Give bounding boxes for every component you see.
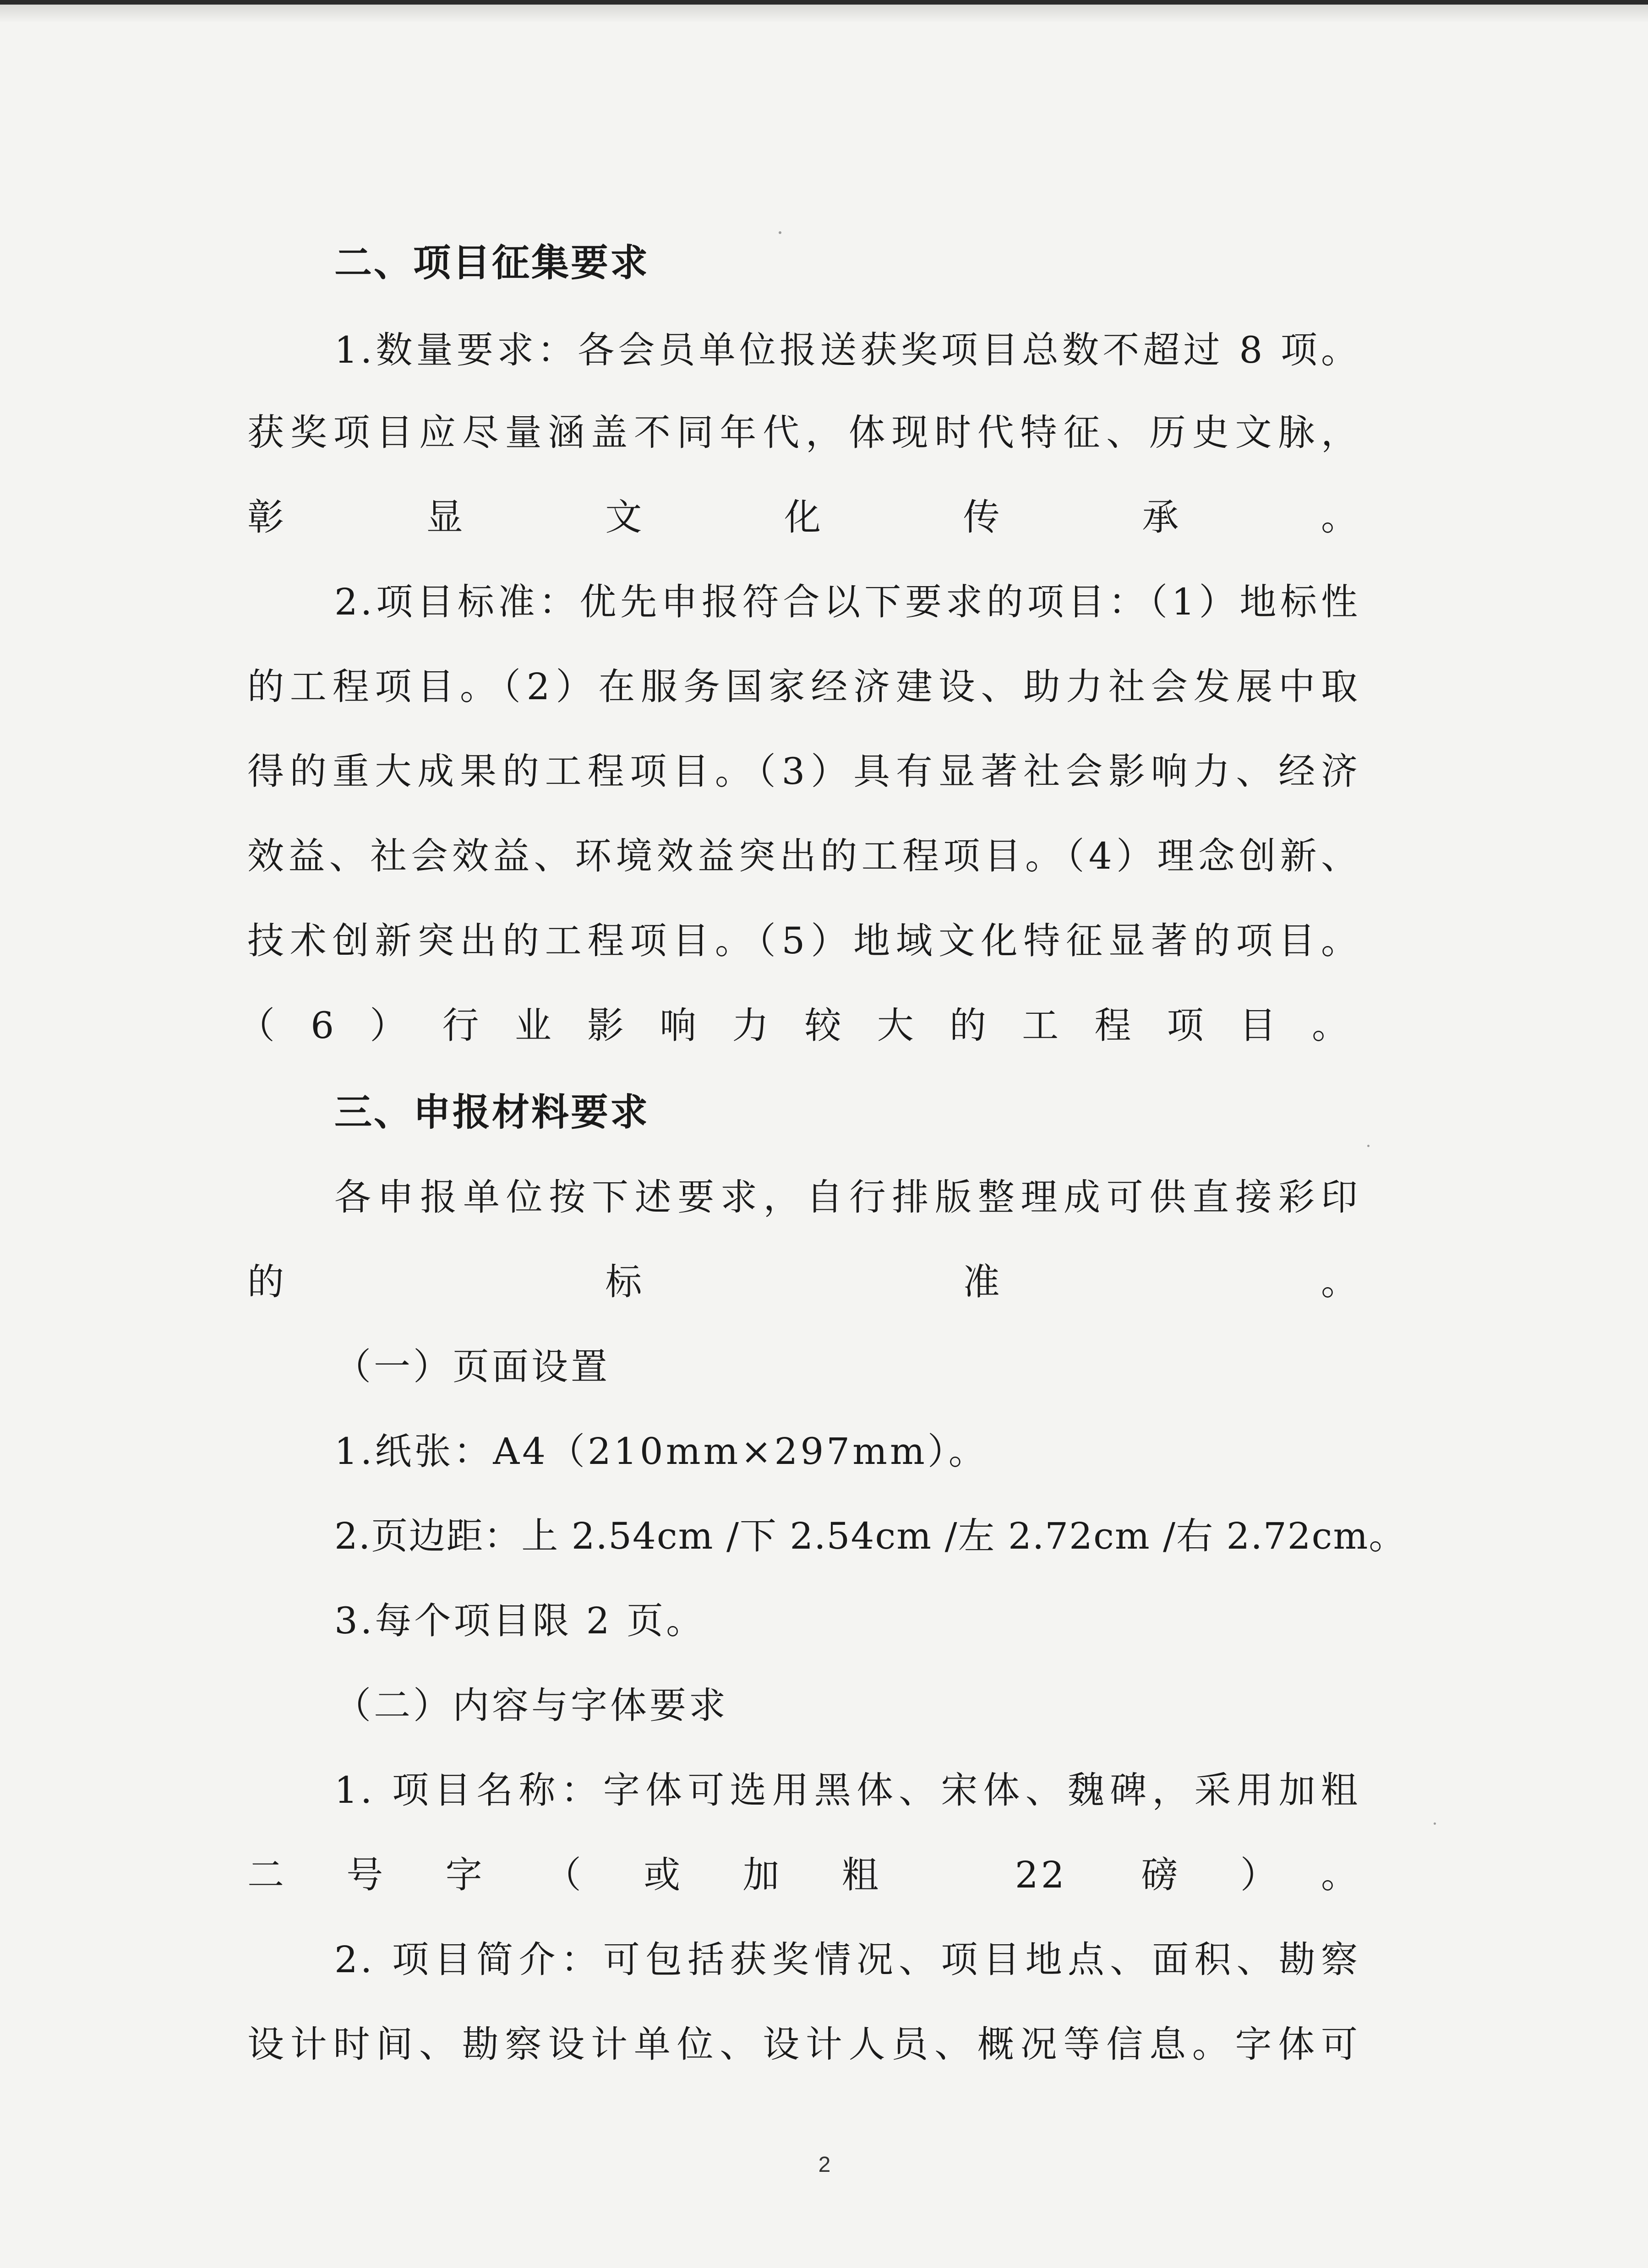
paragraph-line: 1. 项目名称：字体可选用黑体、宋体、魏碑，采用加粗 xyxy=(334,1769,1360,1811)
paragraph-line: 二号字（或加粗 22 磅）。 xyxy=(247,1854,1360,1896)
paragraph-line: 技术创新突出的工程项目。（5）地域文化特征显著的项目。 xyxy=(247,919,1360,962)
section-heading: 二、项目征集要求 xyxy=(334,241,650,285)
scan-speck xyxy=(1367,1145,1370,1147)
scan-top-shadow xyxy=(0,5,1648,23)
section-heading: 三、申报材料要求 xyxy=(334,1091,650,1134)
subsection-title: （一）页面设置 xyxy=(334,1345,610,1388)
subsection-title: （二）内容与字体要求 xyxy=(334,1684,728,1727)
paragraph-line: 的工程项目。（2）在服务国家经济建设、助力社会发展中取 xyxy=(247,665,1360,708)
paragraph-line: 2.项目标准：优先申报符合以下要求的项目：（1）地标性 xyxy=(334,581,1360,623)
paragraph-line: 彰显文化传承。 xyxy=(247,496,1360,538)
paragraph-line: （6）行业影响力较大的工程项目。 xyxy=(238,1004,1351,1047)
page-number: 2 xyxy=(818,2153,831,2177)
scan-speck xyxy=(1434,1822,1436,1825)
paragraph-line: 获奖项目应尽量涵盖不同年代，体现时代特征、历史文脉， xyxy=(247,411,1360,454)
paragraph-line: 设计时间、勘察设计单位、设计人员、概况等信息。字体可 xyxy=(247,2023,1360,2066)
paragraph-line: 2. 项目简介：可包括获奖情况、项目地点、面积、勘察 xyxy=(334,1938,1360,1981)
list-item: 1.纸张：A4（210mm×297mm）。 xyxy=(334,1430,988,1473)
scan-speck xyxy=(779,231,781,234)
paragraph-line: 1.数量要求：各会员单位报送获奖项目总数不超过 8 项。 xyxy=(334,329,1360,371)
list-item: 3.每个项目限 2 页。 xyxy=(334,1599,706,1642)
scan-top-edge xyxy=(0,0,1648,5)
paragraph-line: 得的重大成果的工程项目。（3）具有显著社会影响力、经济 xyxy=(247,750,1360,793)
paragraph-line: 的标准。 xyxy=(247,1261,1360,1303)
paragraph-line: 效益、社会效益、环境效益突出的工程项目。（4）理念创新、 xyxy=(247,835,1360,877)
paragraph-line: 各申报单位按下述要求，自行排版整理成可供直接彩印 xyxy=(334,1176,1360,1218)
list-item: 2.页边距：上 2.54cm /下 2.54cm /左 2.72cm /右 2.72cm。 xyxy=(334,1515,1407,1557)
